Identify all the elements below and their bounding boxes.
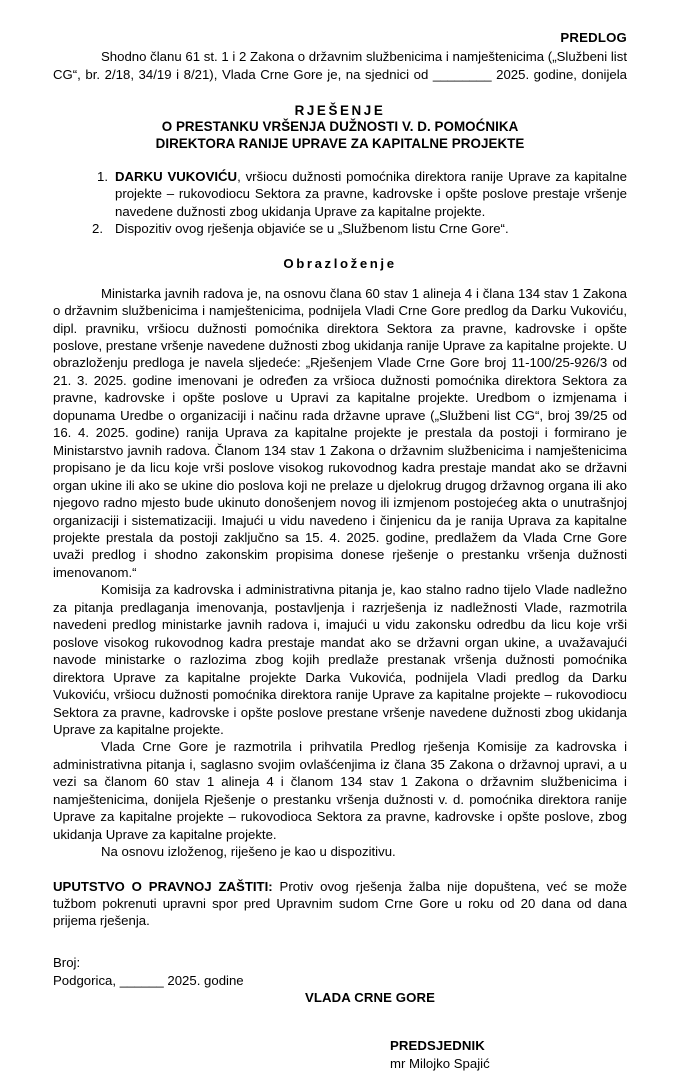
issuing-authority: VLADA CRNE GORE (305, 990, 435, 1006)
list-item-text: Dispozitiv ovog rješenja objaviće se u „Službenom listu Crne Gore“. (115, 221, 509, 237)
signatory-title: PREDSJEDNIK (390, 1038, 485, 1054)
document-meta (53, 954, 627, 989)
document-label: PREDLOG (560, 30, 627, 45)
list-item (92, 220, 627, 237)
title-block (53, 102, 627, 152)
legal-remedy-text: Protiv ovog rješenja žalba nije dopuštena, već se može tužbom pokrenuti upravni spor pred Upravnim sudom Crne Gore u roku od 20 dana od dana prijema rješenja. (53, 878, 627, 929)
legal-basis-paragraph: Shodno članu 61 st. 1 i 2 Zakona o državnim službenicima i namještenicima („Službeni list CG“, br. 2/18, 34/19 i 8/21), Vlada Crne Gore je, na sjednici od ________ 2025. godine, donijela (53, 49, 627, 82)
place-and-date-line: Podgorica, ______ 2025. godine (53, 972, 244, 988)
page-title: RJEŠENJE (294, 103, 386, 118)
signature-block (53, 1037, 627, 1072)
signatory-name: mr Milojko Spajić (390, 1055, 490, 1071)
list-item-text: , vršiocu dužnosti pomoćnika direktora ranije Uprave za kapitalne projekte – rukovodiocu Sektora za pravne, kadrovske i opšte poslove prestaje vršenje navedene dužnosti zbog ukidanja Uprave za kapitalne projekte. (115, 169, 627, 219)
legal-remedy-heading: UPUTSTVO O PRAVNOJ ZAŠTITI: (53, 878, 273, 894)
page-subtitle-line-1: O PRESTANKU VRŠENJA DUŽNOSTI V. D. POMOĆNIKA (161, 119, 519, 134)
dispositive-list (53, 168, 627, 238)
reasoning-heading: Obrazloženje (283, 255, 397, 271)
reference-number-label: Broj: (53, 954, 81, 970)
reasoning-paragraph-4: Na osnovu izloženog, riješeno je kao u dispozitivu. (101, 844, 396, 860)
list-item-emphasis: DARKU VUKOVIĆU (115, 169, 238, 184)
reasoning-paragraph-1: Ministarka javnih radova je, na osnovu člana 60 stav 1 alineja 4 i člana 134 stav 1 Zakona o državnim službenicima i namještenicima, podnijela Vladi Crne Gore predlog da Darku Vukoviću, dipl. pravniku, vršiocu dužnosti pomoćnika direktora Sektora za pravne, kadrovske i opšte poslove, prestane vršenje navedene dužnosti zbog ukidanja ranije Uprave za kapitalne projekte. U obrazloženju predloga je navela sljedeće: „Rješenjem Vlade Crne Gore broj 11-100/25-926/3 od 21. 3. 2025. godine imenovani je određen za vršioca dužnosti pomoćnika direktora Sektora za pravne, kadrovske i opšte poslove u Upravi za kapitalne projekte. Uredbom o izmjenama i dopunama Uredbe o organizaciji i načinu rada državne uprave („Službeni list CG“, broj 39/25 od 16. 4. 2025. godine) ranija Uprava za kapitalne projekte je prestala da postoji i formirano je Ministarstvo javnih radova. Članom 134 stav 1 Zakona o državnim službenicima i namještenicima propisano je da licu koje vrši poslove visokog rukovodnog kadra prestaje mandat ako se državni organ ukine ili ako se ukine dio poslova koji ne prelaze u djelokrug drugog državnog organa ili ako njegovo radno mjesto bude ukinuto donošenjem novog ili izmjenom postojećeg akta o unutrašnjoj organizaciji i sistematizaciji. Imajući u vidu navedeno i činjenicu da je ranija Uprava za kapitalne projekte prestala da postoji zaključno sa 15. 4. 2025. godine, predlažem da Vlada Crne Gore uvaži predlog i shodno zakonskim propisima donese rješenje o prestanku vršenja dužnosti imenovanom.“ (53, 285, 627, 580)
list-item (92, 168, 627, 220)
reasoning-paragraph-3: Vlada Crne Gore je razmotrila i prihvatila Predlog rješenja Komisije za kadrovska i administrativna pitanja i, saglasno svojim ovlašćenjima iz člana 35 Zakona o državnoj upravi, a u vezi sa članom 60 stav 1 alineja 4 i članom 134 stav 1 Zakona o državnim službenicima i namještenicima, donijela Rješenje o prestanku vršenja dužnosti v. d. pomoćnika direktora ranije Uprave za kapitalne projekte – rukovodioca Sektora za pravne, kadrovske i opšte poslove, zbog ukidanja Uprave za kapitalne projekte. (53, 739, 627, 842)
legal-remedy-note (53, 878, 627, 930)
reasoning-paragraph-2: Komisija za kadrovska i administrativna pitanja je, kao stalno radno tijelo Vlade nadležno za pitanja predlaganja imenovanja, postavljenja i razrješenja iz nadležnosti Vlade, razmotrila navedeni predlog ministarke javnih radova i, imajući u vidu zakonsku odredbu da licu koje vrši poslove visokog rukovodnog kadra prestaje mandat ako se državni organ ukine, a uvažavajući navode ministarke o razlozima zbog kojih predlaže prestanak vršenja dužnosti pomoćnika direktora Uprave za kapitalne projekte Darka Vukovića, podnijela Vladi predlog da Darku Vukoviću, vršiocu dužnosti pomoćnika direktora ranije Uprave za kapitalne projekte – rukovodiocu Sektora za pravne, kadrovske i opšte poslove prestane vršenje navedene dužnosti zbog ukidanja Uprave za kapitalne projekte. (53, 582, 627, 737)
page-subtitle-line-2: DIREKTORA RANIJE UPRAVE ZA KAPITALNE PROJEKTE (155, 135, 525, 151)
